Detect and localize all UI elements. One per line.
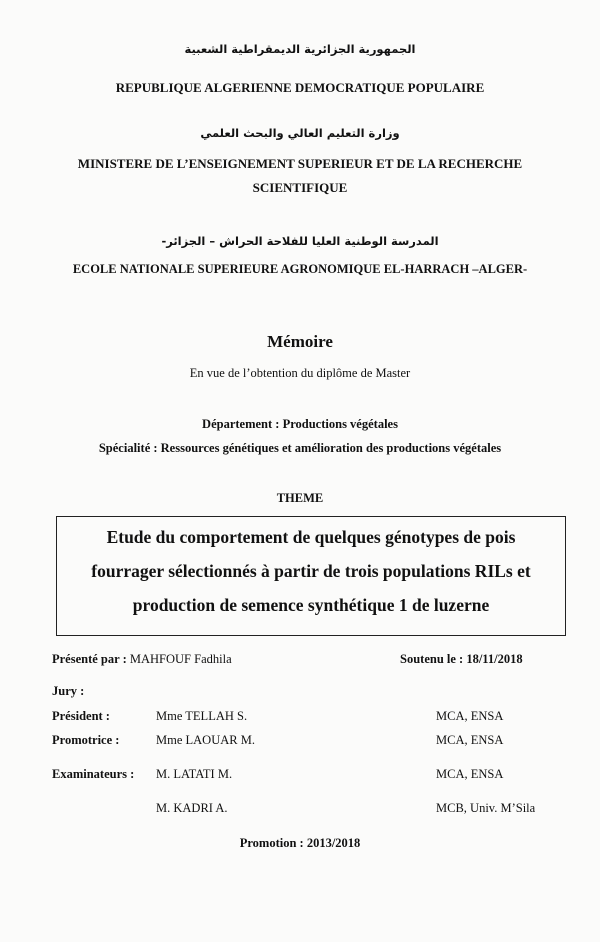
theme-line-1: Etude du comportement de quelques génotypes de pois: [106, 527, 516, 547]
memoire-subtitle: En vue de l’obtention du diplôme de Master: [189, 366, 411, 380]
jury-role: Président :: [52, 709, 110, 723]
theme-line-2: fourrager sélectionnés à partir de trois populations RILs et: [91, 561, 531, 581]
arabic-ministry: وزارة التعليم العالي والبحث العلمي: [200, 126, 400, 140]
specialite: Spécialité : Ressources génétiques et amélioration des productions végétales: [98, 441, 502, 455]
jury-title: MCA, ENSA: [436, 733, 504, 747]
jury-name: Mme LAOUAR M.: [156, 733, 255, 747]
theme-label: THEME: [276, 491, 324, 505]
presented-by: [52, 652, 232, 667]
jury-name: M. KADRI A.: [156, 801, 228, 815]
jury-label: Jury :: [52, 684, 85, 698]
arabic-republic: الجمهورية الجزائرية الديمقراطية الشعبية: [184, 42, 416, 56]
promotion: Promotion : 2013/2018: [239, 836, 361, 850]
theme-box: [56, 516, 566, 636]
memoire-title: Mémoire: [267, 332, 333, 351]
jury-title: MCB, Univ. M’Sila: [436, 801, 536, 815]
departement: Département : Productions végétales: [202, 417, 398, 431]
jury-title: MCA, ENSA: [436, 709, 504, 723]
jury-title: MCA, ENSA: [436, 767, 504, 781]
jury-name: M. LATATI M.: [156, 767, 233, 781]
defense-date: Soutenu le : 18/11/2018: [400, 652, 523, 666]
jury-name: Mme TELLAH S.: [156, 709, 248, 723]
presented-by-label: Présenté par :: [52, 652, 127, 666]
ministry-heading-line2: SCIENTIFIQUE: [252, 180, 348, 195]
theme-line-3: production de semence synthétique 1 de luzerne: [132, 595, 490, 615]
republic-heading: REPUBLIQUE ALGERIENNE DEMOCRATIQUE POPULAIRE: [115, 80, 485, 95]
jury-role: Examinateurs :: [52, 767, 135, 781]
jury-role: Promotrice :: [52, 733, 120, 747]
presented-by-name: MAHFOUF Fadhila: [129, 652, 232, 666]
ministry-heading-line1: MINISTERE DE L’ENSEIGNEMENT SUPERIEUR ET DE LA RECHERCHE: [77, 156, 523, 171]
arabic-school: المدرسة الوطنية العليا للفلاحة الحراش – الجزائر-: [161, 234, 439, 248]
school-heading: ECOLE NATIONALE SUPERIEURE AGRONOMIQUE EL-HARRACH –ALGER-: [72, 262, 528, 276]
